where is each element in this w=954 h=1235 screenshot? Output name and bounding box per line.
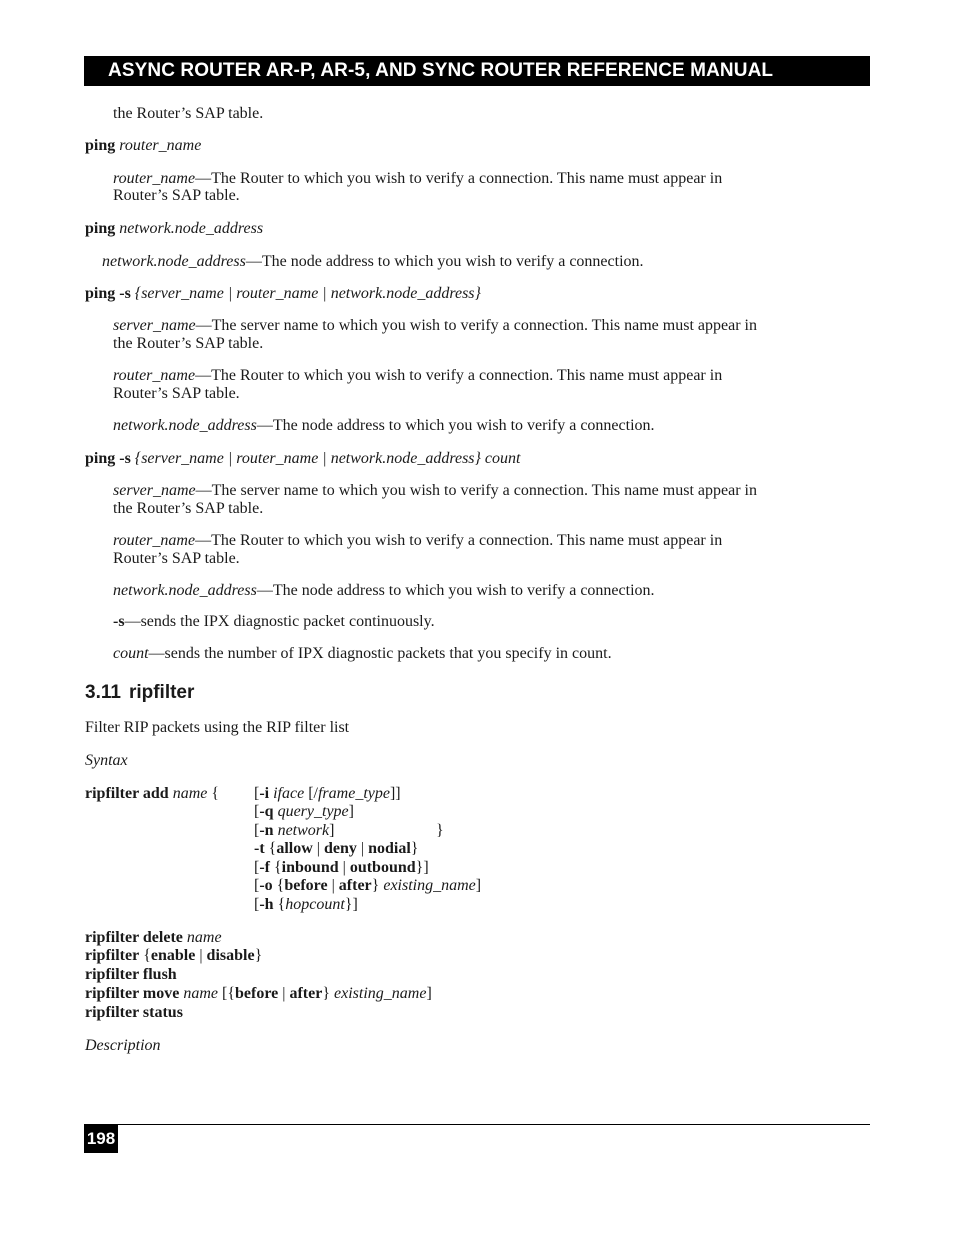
bracket: [	[254, 785, 260, 802]
syntax-ripfilter-move	[85, 985, 432, 1003]
bracket: [	[254, 859, 260, 876]
brace: {	[276, 877, 285, 894]
desc-router-text: —The Router to which you wish to verify a connection. This name must appear in	[195, 170, 723, 187]
section-number: 3.11	[85, 682, 121, 703]
syntax-ping-s-count	[85, 450, 520, 468]
command-ping: ping	[85, 137, 116, 154]
desc-node-line	[113, 417, 655, 435]
syntax-ping-s	[85, 285, 481, 303]
option-i	[254, 785, 401, 803]
arg-name: name	[183, 985, 218, 1002]
option-o	[254, 877, 481, 895]
brace: {	[143, 947, 151, 964]
syntax-ripfilter-add	[85, 785, 219, 803]
syntax-ripfilter-status: ripfilter status	[85, 1004, 183, 1021]
open-brace: {	[211, 785, 220, 802]
flag-h: -h	[259, 896, 274, 913]
separator: |	[199, 947, 203, 964]
bracket: [	[254, 896, 260, 913]
value-inbound: inbound	[281, 859, 339, 876]
option-q	[254, 803, 354, 821]
desc-count-text: —sends the number of IPX diagnostic packets that you specify in count.	[148, 645, 612, 662]
sap-table-continuation: the Router’s SAP table.	[113, 105, 264, 122]
description-label: Description	[85, 1037, 161, 1054]
term-network-node-address: network.node_address	[113, 582, 257, 599]
syntax-ripfilter-enable-disable	[85, 947, 262, 965]
bracket: [{	[222, 985, 236, 1002]
command-ping: ping	[85, 220, 116, 237]
term-count: count	[113, 645, 149, 662]
flag-q: -q	[259, 803, 274, 820]
command-ripfilter-delete: ripfilter delete	[85, 929, 183, 946]
term-network-node-address: network.node_address	[102, 253, 246, 270]
desc-router-line2: Router’s SAP table.	[113, 550, 240, 567]
value-after: after	[289, 985, 323, 1002]
desc-s-text: —sends the IPX diagnostic packet continuously.	[124, 613, 435, 630]
separator: |	[360, 840, 365, 857]
syntax-ping-router	[85, 137, 201, 155]
brace: }	[410, 840, 419, 857]
command-ripfilter-move: ripfilter move	[85, 985, 180, 1002]
bracket: [	[254, 803, 260, 820]
close-brace: }	[436, 822, 444, 839]
value-disable: disable	[206, 947, 255, 964]
desc-count	[113, 645, 612, 663]
separator: |	[342, 859, 346, 876]
arg-existing-name: existing_name	[334, 985, 427, 1002]
syntax-ripfilter-flush: ripfilter flush	[85, 966, 177, 983]
syntax-ping-node	[85, 220, 263, 238]
desc-node-text: —The node address to which you wish to verify a connection.	[256, 417, 655, 434]
flag-i: -i	[259, 785, 270, 802]
option-h	[254, 896, 358, 914]
arg-router-name: router_name	[119, 137, 202, 154]
separator: |	[331, 877, 335, 894]
bracket: [	[254, 822, 260, 839]
arg-network-node-address: network.node_address	[119, 220, 264, 237]
bracket: ]	[329, 822, 335, 839]
desc-router-line2: Router’s SAP table.	[113, 385, 240, 402]
desc-router-line1	[113, 367, 722, 385]
desc-s-flag	[113, 613, 435, 631]
alt-args: {server_name | router_name | network.node_address}	[134, 285, 481, 302]
desc-server-line1	[113, 317, 757, 335]
term-network-node-address: network.node_address	[113, 417, 257, 434]
separator: |	[282, 985, 286, 1002]
value-outbound: outbound	[349, 859, 416, 876]
arg-query-type: query_type	[277, 803, 349, 820]
flag-n: -n	[259, 822, 274, 839]
bracket: [	[254, 877, 260, 894]
value-deny: deny	[324, 840, 357, 857]
desc-router-text: —The Router to which you wish to verify a connection. This name must appear in	[195, 367, 723, 384]
section-intro: Filter RIP packets using the RIP filter list	[85, 719, 350, 736]
footer-rule	[84, 1124, 870, 1125]
command-ripfilter: ripfilter	[85, 947, 140, 964]
desc-router-line1	[113, 532, 722, 550]
desc-node-text: —The node address to which you wish to verify a connection.	[256, 582, 655, 599]
bracket: ]	[348, 803, 354, 820]
value-before: before	[235, 985, 279, 1002]
desc-node-text: —The node address to which you wish to verify a connection.	[245, 253, 644, 270]
option-n	[254, 822, 334, 840]
desc-server-text: —The server name to which you wish to verify a connection. This name must appear in	[195, 317, 757, 334]
arg-network: network	[277, 822, 330, 839]
brace: {	[277, 896, 286, 913]
option-f	[254, 859, 429, 877]
command-ripfilter-add: ripfilter add	[85, 785, 169, 802]
arg-name: name	[186, 929, 222, 946]
value-before: before	[284, 877, 328, 894]
desc-server-line2: the Router’s SAP table.	[113, 335, 264, 352]
term-router-name: router_name	[113, 367, 196, 384]
section-heading	[85, 681, 194, 705]
flag-f: -f	[259, 859, 270, 876]
arg-hopcount: hopcount	[285, 896, 345, 913]
desc-router-text: —The Router to which you wish to verify a connection. This name must appear in	[195, 532, 723, 549]
brace: }	[371, 877, 380, 894]
command-ping-s: ping -s	[85, 285, 131, 302]
desc-server-line2: the Router’s SAP table.	[113, 500, 264, 517]
flag-t: -t	[254, 840, 265, 857]
desc-node-line	[113, 582, 655, 600]
syntax-ripfilter-delete	[85, 929, 222, 947]
bracket: ]]	[389, 785, 401, 802]
desc-node-line	[102, 253, 644, 271]
page-header: ASYNC ROUTER AR-P, AR-5, AND SYNC ROUTER REFERENCE MANUAL	[84, 56, 870, 86]
value-allow: allow	[276, 840, 313, 857]
term-router-name: router_name	[113, 170, 196, 187]
alt-args-count: {server_name | router_name | network.node_address} count	[134, 450, 521, 467]
desc-router-line2: Router’s SAP table.	[113, 187, 240, 204]
arg-name: name	[172, 785, 208, 802]
flag-o: -o	[259, 877, 273, 894]
term-server-name: server_name	[113, 482, 196, 499]
term-server-name: server_name	[113, 317, 196, 334]
brace: {	[273, 859, 282, 876]
brace: {	[268, 840, 277, 857]
term-s-flag: -s	[113, 613, 125, 630]
separator: |	[316, 840, 320, 857]
brace: }	[322, 985, 331, 1002]
value-after: after	[338, 877, 372, 894]
option-t	[254, 840, 418, 858]
arg-frame-type: frame_type	[317, 785, 390, 802]
bracket: }]	[415, 859, 429, 876]
syntax-label: Syntax	[85, 752, 128, 769]
term-router-name: router_name	[113, 532, 196, 549]
brace: }	[254, 947, 263, 964]
bracket: ]	[475, 877, 482, 894]
arg-iface: iface	[273, 785, 305, 802]
bracket: [/	[308, 785, 318, 802]
command-ping-s: ping -s	[85, 450, 131, 467]
bracket: }]	[344, 896, 358, 913]
arg-existing-name: existing_name	[383, 877, 476, 894]
page-number: 198	[84, 1125, 118, 1153]
value-nodial: nodial	[368, 840, 411, 857]
desc-router-line1	[113, 170, 722, 188]
bracket: ]	[426, 985, 432, 1002]
desc-server-text: —The server name to which you wish to verify a connection. This name must appear in	[195, 482, 757, 499]
value-enable: enable	[150, 947, 196, 964]
desc-server-line1	[113, 482, 757, 500]
section-title: ripfilter	[128, 682, 195, 703]
